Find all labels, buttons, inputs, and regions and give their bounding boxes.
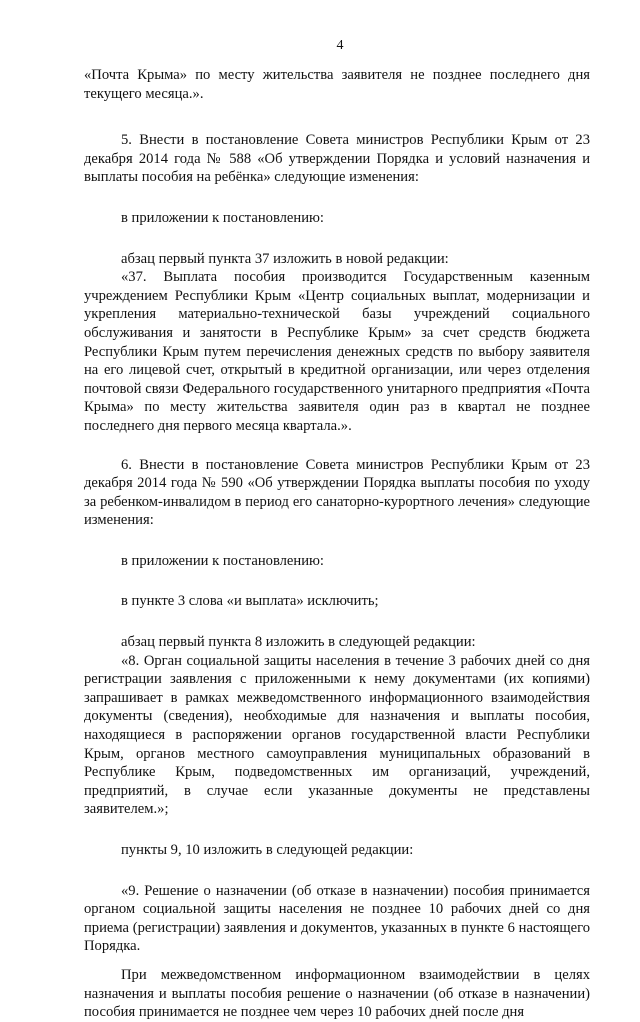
paragraph-item-5: 5. Внести в постановление Совета министров Республики Крым от 23 декабря 2014 года № 588 «Об утверждении Порядка и условий назначения и выплаты пособия на ребёнка» следующие изменения: (84, 132, 590, 186)
document-body (84, 66, 590, 1022)
paragraph-clause-8-text: «8. Орган социальной защиты населения в течение 3 рабочих дней со дня регистрации заявления с приложенными к нему документами (их копиями) запрашивает в рамках межведомственного информационного взаимодействия документы (сведения), необходимые для назначения и выплаты пособия, находящиеся в распоряжении органов государственной власти Республики Крым, органов местного самоуправления муниципальных образований в Республике Крым, подведомственных им организаций, учреждений, предприятий, в случае если указанные документы не представлены заявителем.»; (84, 652, 590, 818)
paragraph-clause-3: в пункте 3 слова «и выплата» исключить; (121, 593, 379, 610)
page-number: 4 (336, 38, 344, 53)
paragraph-clause-9-text: «9. Решение о назначении (об отказе в назначении) пособия принимается органом социальной защиты населения не позднее 10 рабочих дней со дня приема (регистрации) заявления и документов, указанных в пункте 6 настоящего Порядка. (84, 882, 590, 955)
paragraph-continuation: «Почта Крыма» по месту жительства заявителя не позднее последнего дня текущего месяца.». (84, 67, 590, 102)
paragraph-item-6: 6. Внести в постановление Совета министров Республики Крым от 23 декабря 2014 года № 590 «Об утверждении Порядка выплаты пособия по уходу за ребенком-инвалидом в период его санаторно-курортного лечения» следующие изменения: (84, 456, 590, 529)
paragraph-clauses-9-10-intro: пункты 9, 10 изложить в следующей редакции: (121, 842, 414, 858)
paragraph-clause-37-text: «37. Выплата пособия производится Государственным казенным учреждением Республики Крым «Центр социальных выплат, модернизации и укрепления материально-технической базы учреждений социального обслуживания и занятости в Республике Крым» за счет средств бюджета Республики Крым путем перечисления денежных средств по выбору заявителя на его лицевой счет, открытый в кредитной организации, или через отделения почтовой связи Федерального государственного унитарного предприятия «Почта Крыма» по месту жительства заявителя один раз в квартал не позднее последнего дня первого месяца квартала.». (84, 269, 590, 434)
paragraph-interagency: При межведомственном информационном взаимодействии в целях назначения и выплаты пособия решение о назначении (об отказе в назначении) пособия принимается не позднее чем через 10 рабочих дней после дня (84, 966, 590, 1021)
paragraph-clause-37-intro: абзац первый пункта 37 изложить в новой редакции: (121, 250, 449, 267)
paragraph-annex-590: в приложении к постановлению: (121, 552, 324, 569)
paragraph-clause-8-intro: абзац первый пункта 8 изложить в следующей редакции: (121, 634, 476, 651)
paragraph-annex-588: в приложении к постановлению: (121, 209, 324, 226)
